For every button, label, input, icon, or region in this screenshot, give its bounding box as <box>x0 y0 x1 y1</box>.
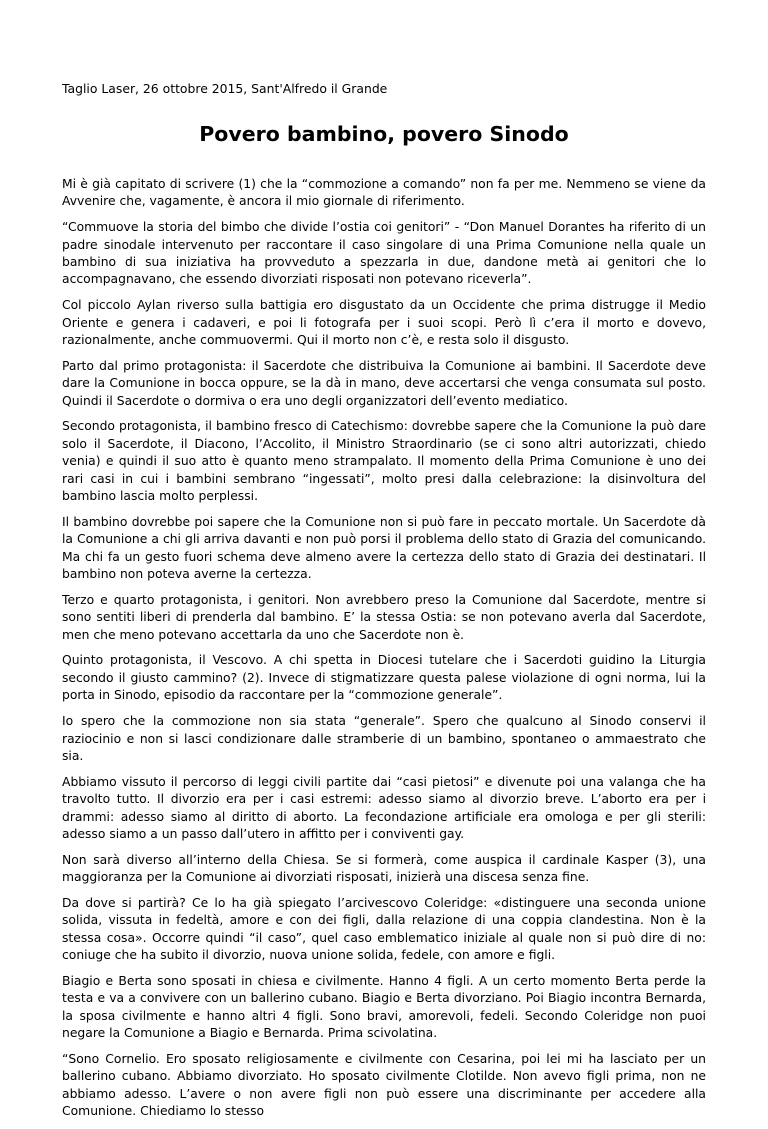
body-paragraph: “Sono Cornelio. Ero sposato religiosamente e civilmente con Cesarina, poi lei mi ha lasciato per un ballerino cubano. Abbiamo divorziato. Ho sposato civilmente Clotilde. Non avevo figli prima, non ne abbiamo adesso. L’avere o non avere figli non può essere una discriminante per accedere alla Comunione. Chiediamo lo stesso <box>62 1051 706 1119</box>
body-paragraph: Da dove si partirà? Ce lo ha già spiegato l’arcivescovo Coleridge: «distinguere una seconda unione solida, vissuta in fedeltà, amore e con dei figli, dalla relazione di una coppia clandestina. Non è la stessa cosa». Occorre quindi “il caso”, quel caso emblematico iniziale al quale non si può dire di no: coniuge che ha subito il divorzio, nuova unione solida, fedele, con amore e figli. <box>62 895 706 963</box>
document-body <box>62 176 706 1129</box>
body-paragraph: Abbiamo vissuto il percorso di leggi civili partite dai “casi pietosi” e divenute poi una valanga che ha travolto tutto. Il divorzio era per i casi estremi: adesso siamo al divorzio breve. L’aborto era per i drammi: adesso siamo al diritto di aborto. La fecondazione artificiale era omologa e per gli sterili: adesso siamo a un passo dall’utero in affitto per i conviventi gay. <box>62 774 706 841</box>
body-paragraph: Il bambino dovrebbe poi sapere che la Comunione non si può fare in peccato mortale. Un Sacerdote dà la Comunione a chi gli arriva davanti e non può porsi il problema dello stato di Grazia del comunicando. Ma chi fa un gesto fuori schema deve almeno avere la certezza dello stato di Grazia dei destinatari. Il bambino non poteva averne la certezza. <box>62 514 706 582</box>
document-title: Povero bambino, povero Sinodo <box>199 122 569 146</box>
body-paragraph: Parto dal primo protagonista: il Sacerdote che distribuiva la Comunione ai bambini. Il Sacerdote deve dare la Comunione in bocca oppure, se la dà in mano, deve accertarsi che venga consumata sul posto. Quindi il Sacerdote o dormiva o era uno degli organizzatori dell’evento mediatico. <box>62 358 706 408</box>
body-paragraph: “Commuove la storia del bimbo che divide l’ostia coi genitori” - “Don Manuel Dorantes ha riferito di un padre sinodale intervenuto per raccontare il caso singolare di una Prima Comunione nella quale un bambino di sua iniziativa ha provveduto a spezzarla in due, dandone metà ai genitori che lo accompagnavano, che essendo divorziati risposati non potevano riceverla”. <box>62 220 706 287</box>
body-paragraph: Mi è già capitato di scrivere (1) che la “commozione a comando” non fa per me. Nemmeno se viene da Avvenire che, vagamente, è ancora il mio giornale di riferimento. <box>62 177 706 209</box>
body-paragraph: Biagio e Berta sono sposati in chiesa e civilmente. Hanno 4 figli. A un certo momento Berta perde la testa e va a convivere con un ballerino cubano. Biagio e Berta divorziano. Poi Biagio incontra Bernarda, la sposa civilmente e hanno altri 4 figli. Sono bravi, amorevoli, fedeli. Secondo Coleridge non puoi negare la Comunione a Biagio e Bernarda. Prima scivolatina. <box>62 973 706 1041</box>
document-header-line: Taglio Laser, 26 ottobre 2015, Sant'Alfredo il Grande <box>62 81 388 96</box>
body-paragraph: Col piccolo Aylan riverso sulla battigia ero disgustato da un Occidente che prima distrugge il Medio Oriente e genera i cadaveri, e poi li fotografa per i suoi scopi. Però lì c’era il morto e dovevo, razionalmente, anche commuovermi. Qui il morto non c’è, e resta solo il disgusto. <box>62 298 706 348</box>
document-page <box>62 0 706 1119</box>
body-paragraph: Non sarà diverso all’interno della Chiesa. Se si formerà, come auspica il cardinale Kasper (3), una maggioranza per la Comunione ai divorziati risposati, inizierà una discesa senza fine. <box>62 852 706 885</box>
body-paragraph: Terzo e quarto protagonista, i genitori. Non avrebbero preso la Comunione dal Sacerdote, mentre si sono sentiti liberi di prenderla dal bambino. E’ la stessa Ostia: se non potevano averla dal Sacerdote, men che meno potevano accettarla da uno che Sacerdote non è. <box>62 592 706 642</box>
body-paragraph: Io spero che la commozione non sia stata “generale”. Spero che qualcuno al Sinodo conservi il raziocinio e non si lasci condizionare dalle stramberie di un bambino, spontaneo o ammaestrato che sia. <box>62 714 706 763</box>
body-paragraph: Secondo protagonista, il bambino fresco di Catechismo: dovrebbe sapere che la Comunione la può dare solo il Sacerdote, il Diacono, l’Accolito, il Ministro Straordinario (se ci sono altri autorizzati, chiedo venia) e quindi il suo atto è quanto meno strampalato. Il momento della Prima Comunione è uno dei rari casi in cui i bambini sembrano “ingessati”, molto presi dalla celebrazione: la disinvoltura del bambino lascia molto perplessi. <box>62 419 706 504</box>
body-paragraph: Quinto protagonista, il Vescovo. A chi spetta in Diocesi tutelare che i Sacerdoti guidino la Liturgia secondo il giusto cammino? (2). Invece di stigmatizzare questa palese violazione di ogni norma, lui la porta in Sinodo, episodio da raccontare per la “commozione generale”. <box>62 653 706 703</box>
